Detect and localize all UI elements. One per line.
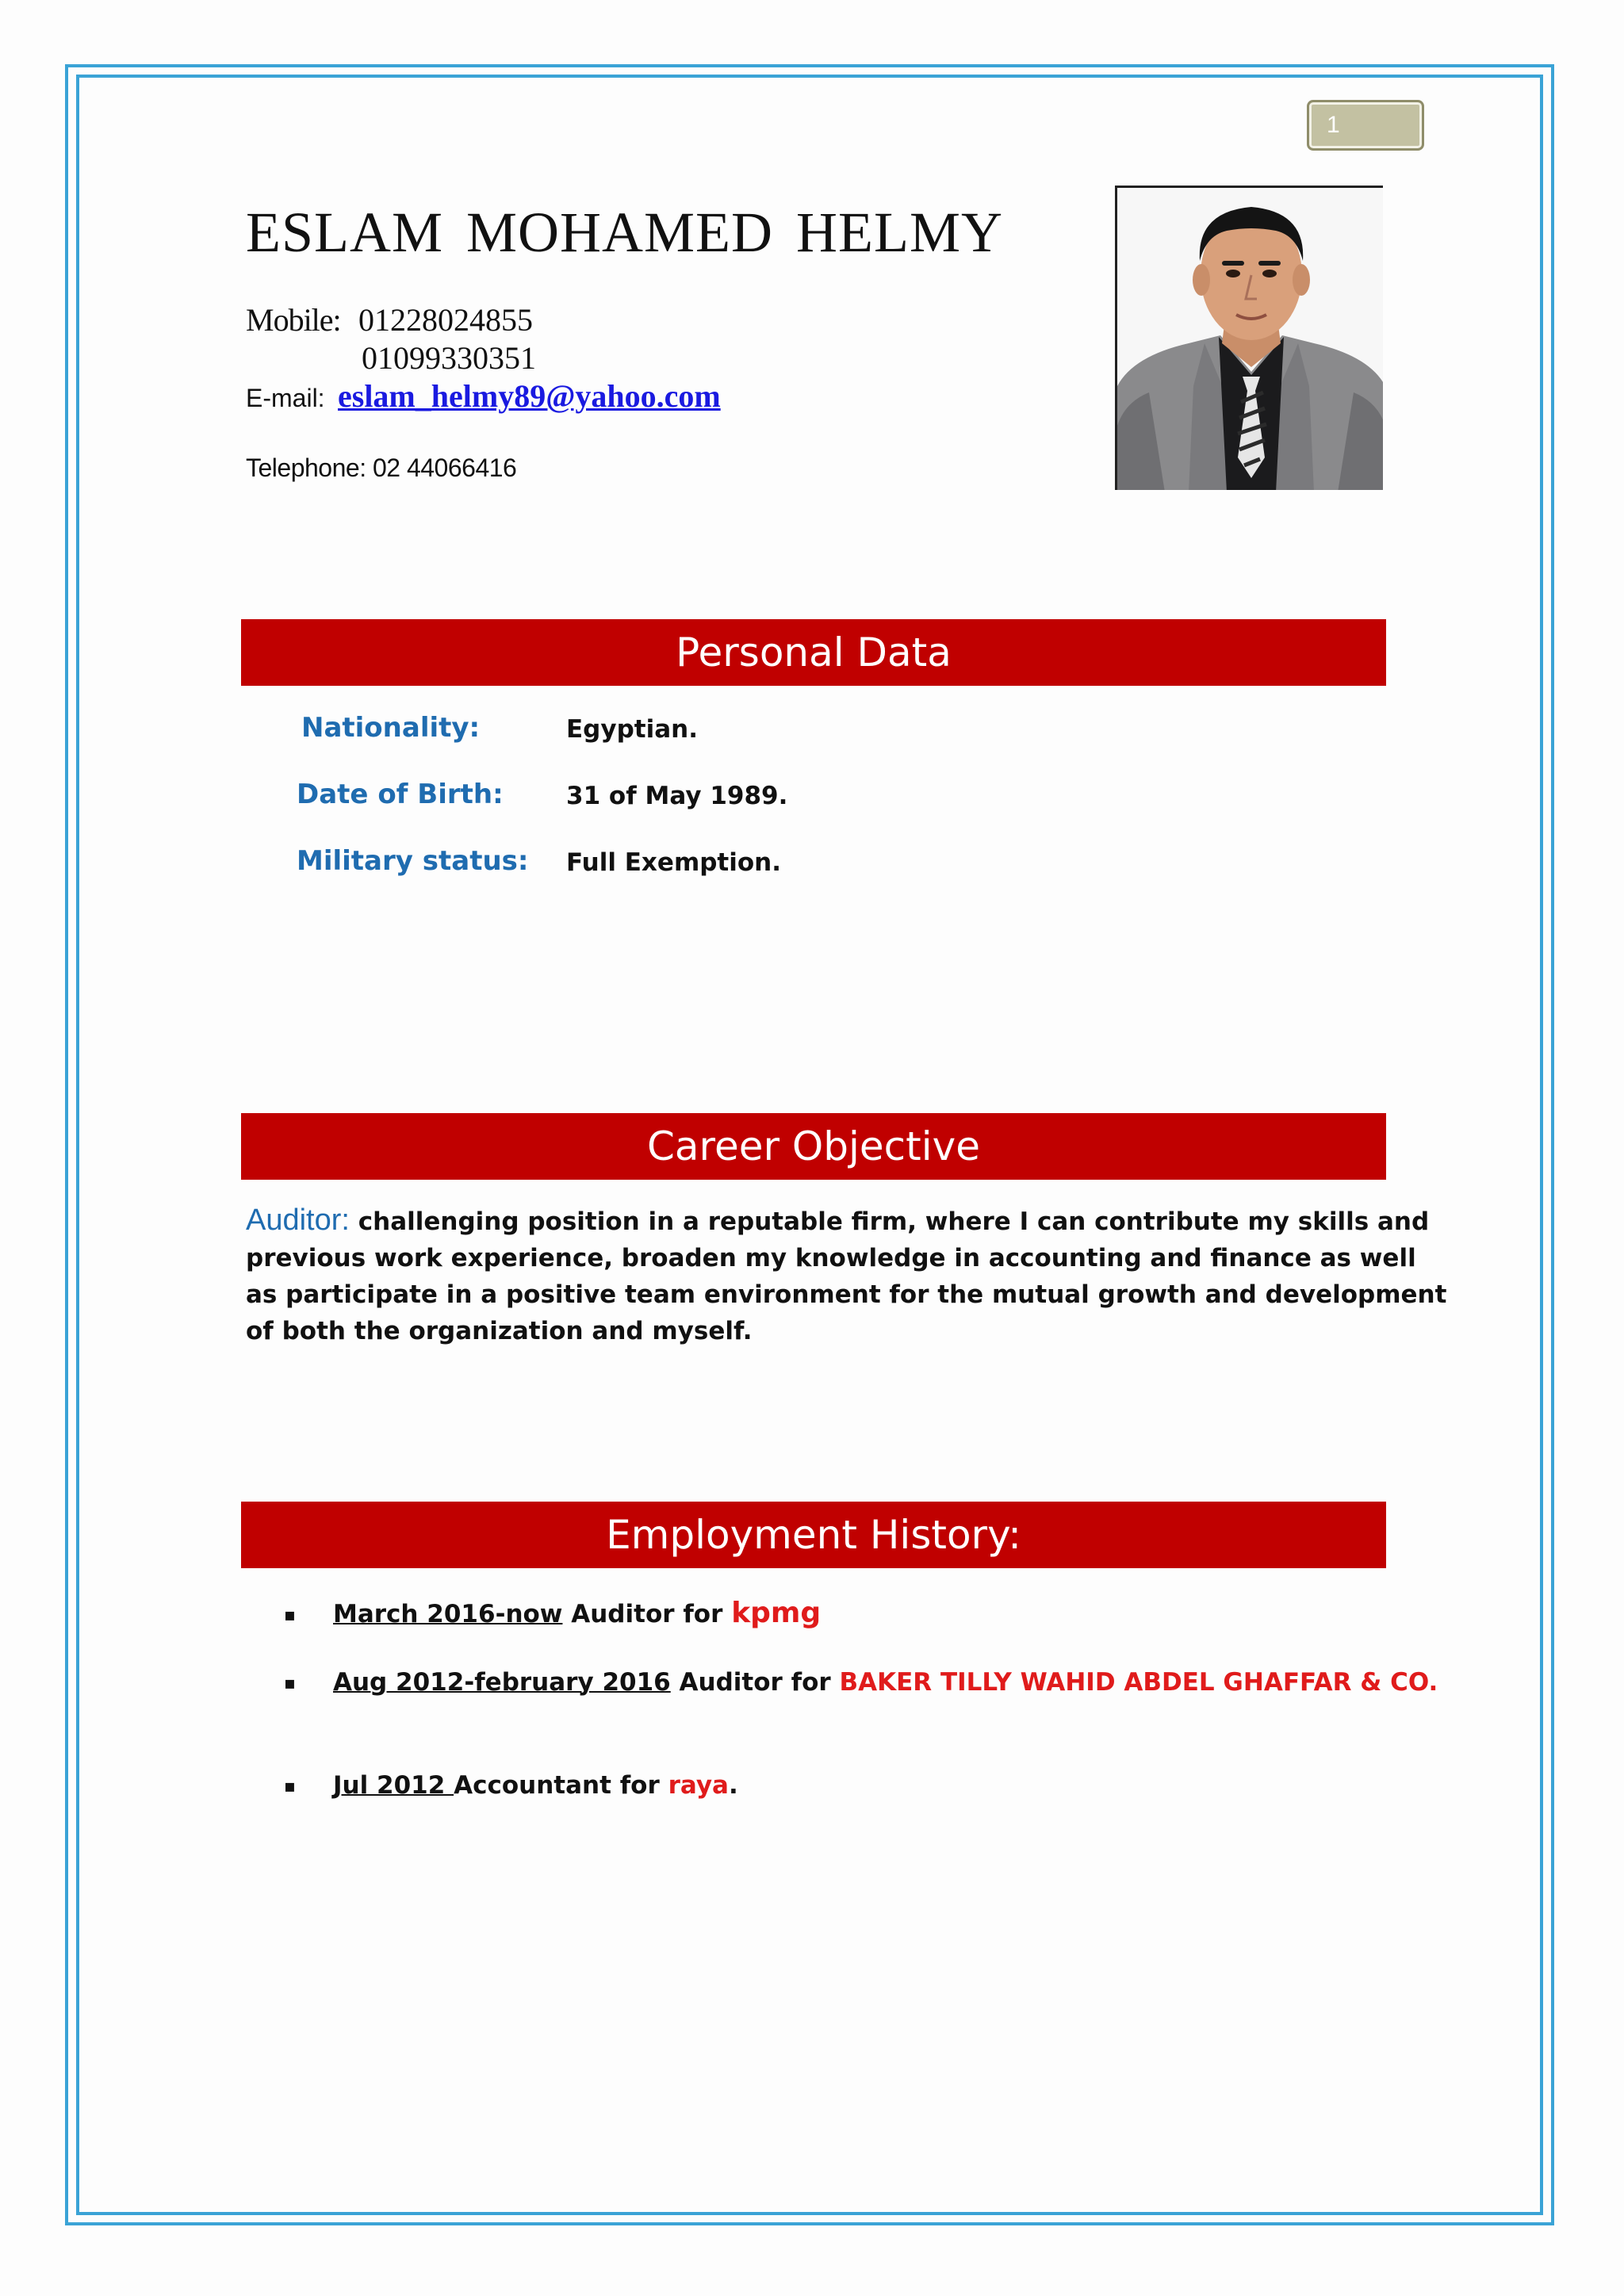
nationality-value: Egyptian. [566,715,698,744]
employment-role: Accountant for [454,1771,668,1800]
portrait-illustration [1117,188,1383,490]
objective-description: challenging position in a reputable firm, where I can contribute my skills and previous work experience, broaden my knowledge in accounting and finance as well as participate in a positive team environment for the mutual growth and development of both the organization and myself. [246,1207,1447,1345]
employment-role: Auditor for [670,1668,840,1697]
date-of-birth-label: Date of Birth: [297,779,504,810]
objective-role: Auditor: [246,1203,350,1237]
bullet-icon: ▪ [284,1674,296,1693]
career-objective-header: Career Objective [241,1113,1386,1180]
date-of-birth-value: 31 of May 1989. [566,782,788,810]
employment-company: kpmg [731,1597,822,1629]
email-label: E-mail: [246,384,325,412]
email-link[interactable]: eslam_helmy89@yahoo.com [338,378,721,414]
military-status-value: Full Exemption. [566,848,782,877]
employment-suffix: . [728,1771,738,1800]
military-status-label: Military status: [297,845,529,877]
page-number-badge: 1 [1307,100,1424,151]
telephone-line: Telephone: 02 44066416 [246,453,517,482]
employment-period: Jul 2012 [333,1771,454,1800]
applicant-name: ESLAM MOHAMED HELMY [246,201,1003,264]
employment-item [284,1597,821,1629]
mobile-label: Mobile: [246,302,341,338]
employment-item [284,1771,738,1800]
mobile-number-2: 01099330351 [362,340,536,376]
employment-role: Auditor for [562,1600,732,1628]
nationality-label: Nationality: [301,712,481,744]
employment-history-header: Employment History: [241,1502,1386,1568]
career-objective-text [246,1202,1454,1349]
employment-company: BAKER TILLY WAHID ABDEL GHAFFAR & CO. [839,1668,1438,1697]
employment-company: raya [668,1771,729,1800]
bullet-icon: ▪ [284,1777,296,1797]
bullet-icon: ▪ [284,1605,296,1625]
personal-data-header: Personal Data [241,619,1386,686]
mobile-number-1: 01228024855 [358,302,533,338]
employment-item [284,1668,1438,1697]
profile-photo [1115,186,1383,490]
employment-period: March 2016-now [333,1600,563,1628]
employment-period: Aug 2012-february 2016 [333,1668,671,1697]
